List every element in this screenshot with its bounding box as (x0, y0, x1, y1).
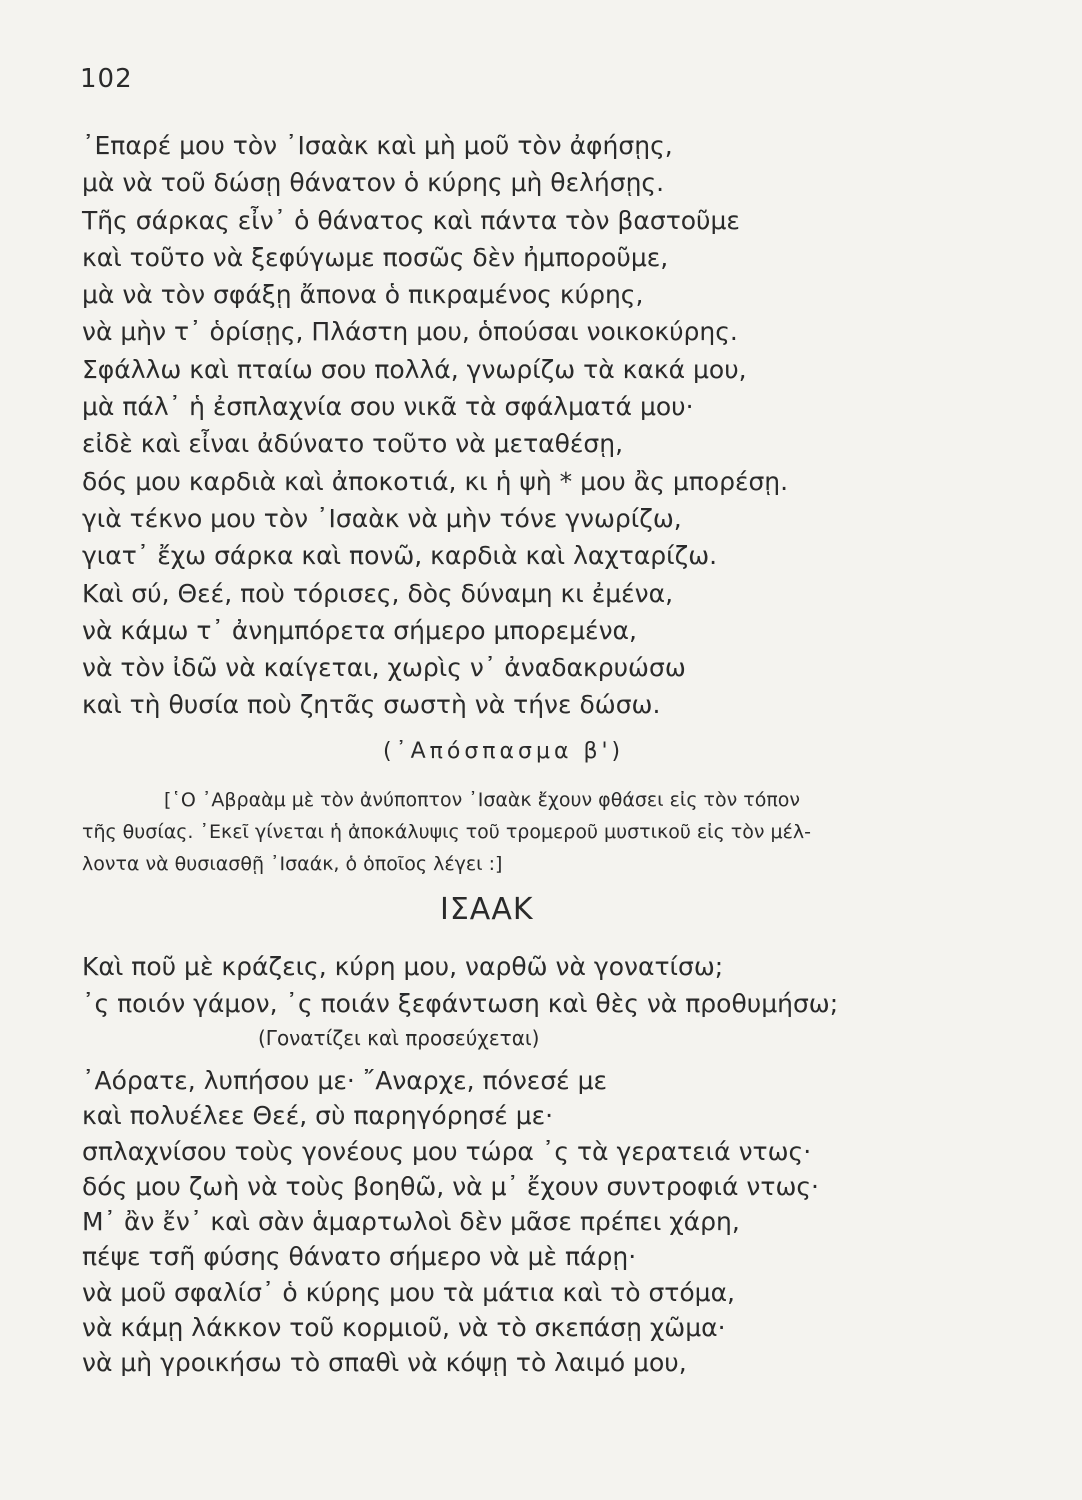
verse-line: ᾿Αόρατε, λυπήσου με· ῎Αναρχε, πόνεσέ με (82, 1066, 608, 1095)
stage-note-line: [῾Ο ᾿Αβραὰμ μὲ τὸν ἀνύποπτον ᾿Ισαὰκ ἔχουν φθάσει εἰς τὸν τόπον (164, 789, 800, 811)
verse-line: νὰ μὴν τ᾿ ὁρίσῃς, Πλάστη μου, ὁπούσαι νοικοκύρης. (82, 317, 738, 347)
verse-line: μὰ πάλ᾿ ἡ ἐσπλαχνία σου νικᾶ τὰ σφάλματά μου· (82, 392, 694, 422)
verse-line: πέψε τσῆ φύσης θάνατο σήμερο νὰ μὲ πάρῃ· (82, 1242, 637, 1272)
verse-line: μὰ νὰ τὸν σφάξῃ ἄπονα ὁ πικραμένος κύρης, (82, 280, 644, 310)
verse-line: καὶ πολυέλεε Θεέ, σὺ παρηγόρησέ με· (82, 1101, 554, 1131)
verse-line: δός μου καρδιὰ καὶ ἀποκοτιά, κι ἡ ψὴ * μου ἂς μπορέσῃ. (82, 466, 789, 496)
verse-line: καὶ τὴ θυσία ποὺ ζητᾶς σωστὴ νὰ τήνε δώσω. (82, 690, 661, 720)
verse-line: Σφάλλω καὶ πταίω σου πολλά, γνωρίζω τὰ κακά μου, (82, 354, 747, 384)
verse-line: νὰ τὸν ἰδῶ νὰ καίγεται, χωρὶς ν᾿ ἀναδακρυώσω (82, 653, 686, 683)
verse-line: νὰ μὴ γροικήσω τὸ σπαθὶ νὰ κόψῃ τὸ λαιμό μου, (82, 1348, 687, 1378)
speaker-name: ΙΣΑΑΚ (440, 892, 534, 927)
stage-note-line: λοντα νὰ θυσιασθῇ ᾿Ισαάκ, ὁ ὁποῖος λέγει :] (82, 853, 503, 875)
stage-note (82, 784, 982, 880)
verse-line: Μ᾿ ἂν ἔν᾿ καὶ σὰν ἁμαρτωλοὶ δὲν μᾶσε πρέπει χάρη, (82, 1207, 740, 1237)
verse-stanza-2 (82, 948, 982, 1023)
verse-stanza-1 (82, 127, 982, 724)
verse-line: Καὶ σύ, Θεέ, ποὺ τόρισες, δὸς δύναμη κι ἐμένα, (82, 578, 674, 608)
stage-note-line: τῆς θυσίας. ᾿Εκεῖ γίνεται ἡ ἀποκάλυψις τοῦ τρομεροῦ μυστικοῦ εἰς τὸν μέλ- (82, 821, 811, 843)
verse-line: γιὰ τέκνο μου τὸν ᾿Ισαὰκ νὰ μὴν τόνε γνωρίζω, (82, 503, 682, 533)
verse-stanza-3 (82, 1063, 982, 1381)
excerpt-title: (᾿Απόσπασμα β') (383, 739, 625, 764)
verse-line: γιατ᾿ ἔχω σάρκα καὶ πονῶ, καρδιὰ καὶ λαχταρίζω. (82, 541, 718, 571)
verse-line: νὰ κάμῃ λάκκον τοῦ κορμιοῦ, νὰ τὸ σκεπάσῃ χῶμα· (82, 1313, 726, 1343)
verse-line: μὰ νὰ τοῦ δώσῃ θάνατον ὁ κύρης μὴ θελήσῃς. (82, 168, 665, 198)
verse-line: εἰδὲ καὶ εἶναι ἀδύνατο τοῦτο νὰ μεταθέσῃ, (82, 429, 624, 459)
verse-line: νὰ κάμω τ᾿ ἀνημπόρετα σήμερο μπορεμένα, (82, 615, 637, 645)
verse-line: Καὶ ποῦ μὲ κράζεις, κύρη μου, ναρθῶ νὰ γονατίσω; (82, 952, 724, 981)
verse-line: σπλαχνίσου τοὺς γονέους μου τώρα ᾿ς τὰ γερατειά ντως· (82, 1136, 812, 1166)
verse-line: ᾿Επαρέ μου τὸν ᾿Ισαὰκ καὶ μὴ μοῦ τὸν ἀφήσῃς, (82, 131, 673, 160)
verse-line: ᾿ς ποιόν γάμον, ᾿ς ποιάν ξεφάντωση καὶ θὲς νὰ προθυμήσω; (82, 989, 839, 1019)
verse-line: καὶ τοῦτο νὰ ξεφύγωμε ποσῶς δὲν ἠμποροῦμε, (82, 242, 669, 272)
verse-line: δός μου ζωὴ νὰ τοὺς βοηθῶ, νὰ μ᾿ ἔχουν συντροφιά ντως· (82, 1171, 819, 1201)
page-number: 102 (80, 64, 133, 94)
stage-direction: (Γονατίζει καὶ προσεύχεται) (258, 1026, 540, 1050)
verse-line: νὰ μοῦ σφαλίσ᾿ ὁ κύρης μου τὰ μάτια καὶ τὸ στόμα, (82, 1277, 735, 1307)
verse-line: Τῆς σάρκας εἶν᾿ ὁ θάνατος καὶ πάντα τὸν βαστοῦμε (82, 205, 740, 235)
